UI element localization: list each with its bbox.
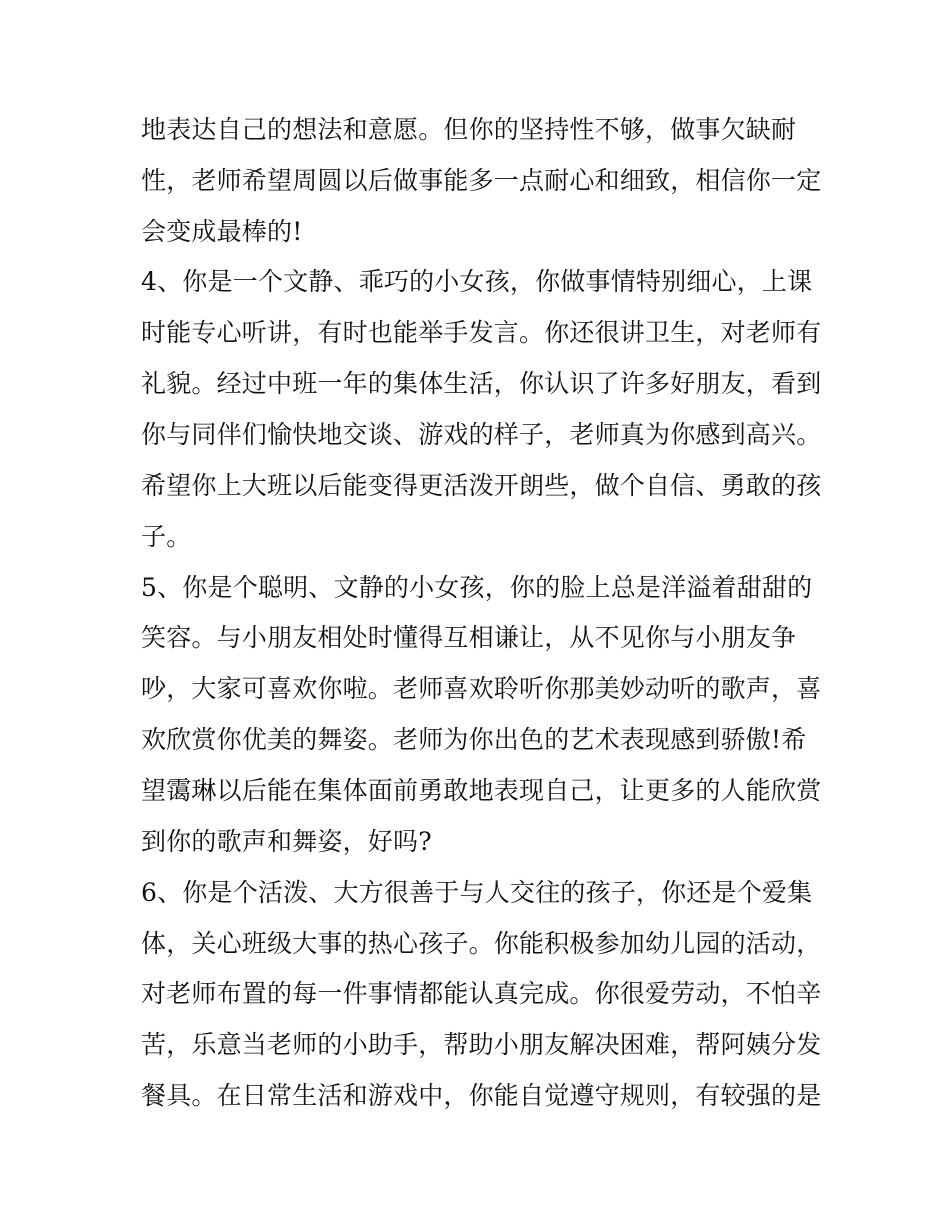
text-line: 6、你是个活泼、大方很善于与人交往的孩子，你还是个爱集: [141, 878, 813, 907]
text-line: 礼貌。经过中班一年的集体生活，你认识了许多好朋友，看到: [141, 369, 822, 398]
text-line: 你与同伴们愉快地交谈、游戏的样子，老师真为你感到高兴。: [141, 420, 822, 449]
text-line: 性，老师希望周圆以后做事能多一点耐心和细致，相信你一定: [141, 166, 822, 195]
text-line: 笑容。与小朋友相处时懂得互相谦让，从不见你与小朋友争: [141, 623, 797, 652]
text-line: 会变成最棒的!: [141, 217, 303, 246]
text-line: 地表达自己的想法和意愿。但你的坚持性不够，做事欠缺耐: [141, 115, 797, 144]
text-line: 餐具。在日常生活和游戏中，你能自觉遵守规则，有较强的是: [141, 1081, 822, 1110]
text-line: 4、你是一个文静、乖巧的小女孩，你做事情特别细心，上课: [141, 267, 813, 296]
text-line: 5、你是个聪明、文静的小女孩，你的脸上总是洋溢着甜甜的: [141, 573, 813, 602]
text-line: 欢欣赏你优美的舞姿。老师为你出色的艺术表现感到骄傲!希: [141, 725, 807, 754]
text-line: 子。: [141, 522, 192, 551]
text-line: 苦，乐意当老师的小助手，帮助小朋友解决困难，帮阿姨分发: [141, 1030, 822, 1059]
text-line: 对老师布置的每一件事情都能认真完成。你很爱劳动，不怕辛: [141, 979, 822, 1008]
text-line: 时能专心听讲，有时也能举手发言。你还很讲卫生，对老师有: [141, 318, 822, 347]
text-line: 到你的歌声和舞姿，好吗?: [141, 827, 432, 856]
text-line: 望霭琳以后能在集体面前勇敢地表现自己，让更多的人能欣赏: [141, 776, 822, 805]
text-line: 希望你上大班以后能变得更活泼开朗些，做个自信、勇敢的孩: [141, 471, 822, 500]
text-line: 体，关心班级大事的热心孩子。你能积极参加幼儿园的活动，: [141, 929, 822, 958]
text-line: 吵，大家可喜欢你啦。老师喜欢聆听你那美妙动听的歌声，喜: [141, 674, 822, 703]
